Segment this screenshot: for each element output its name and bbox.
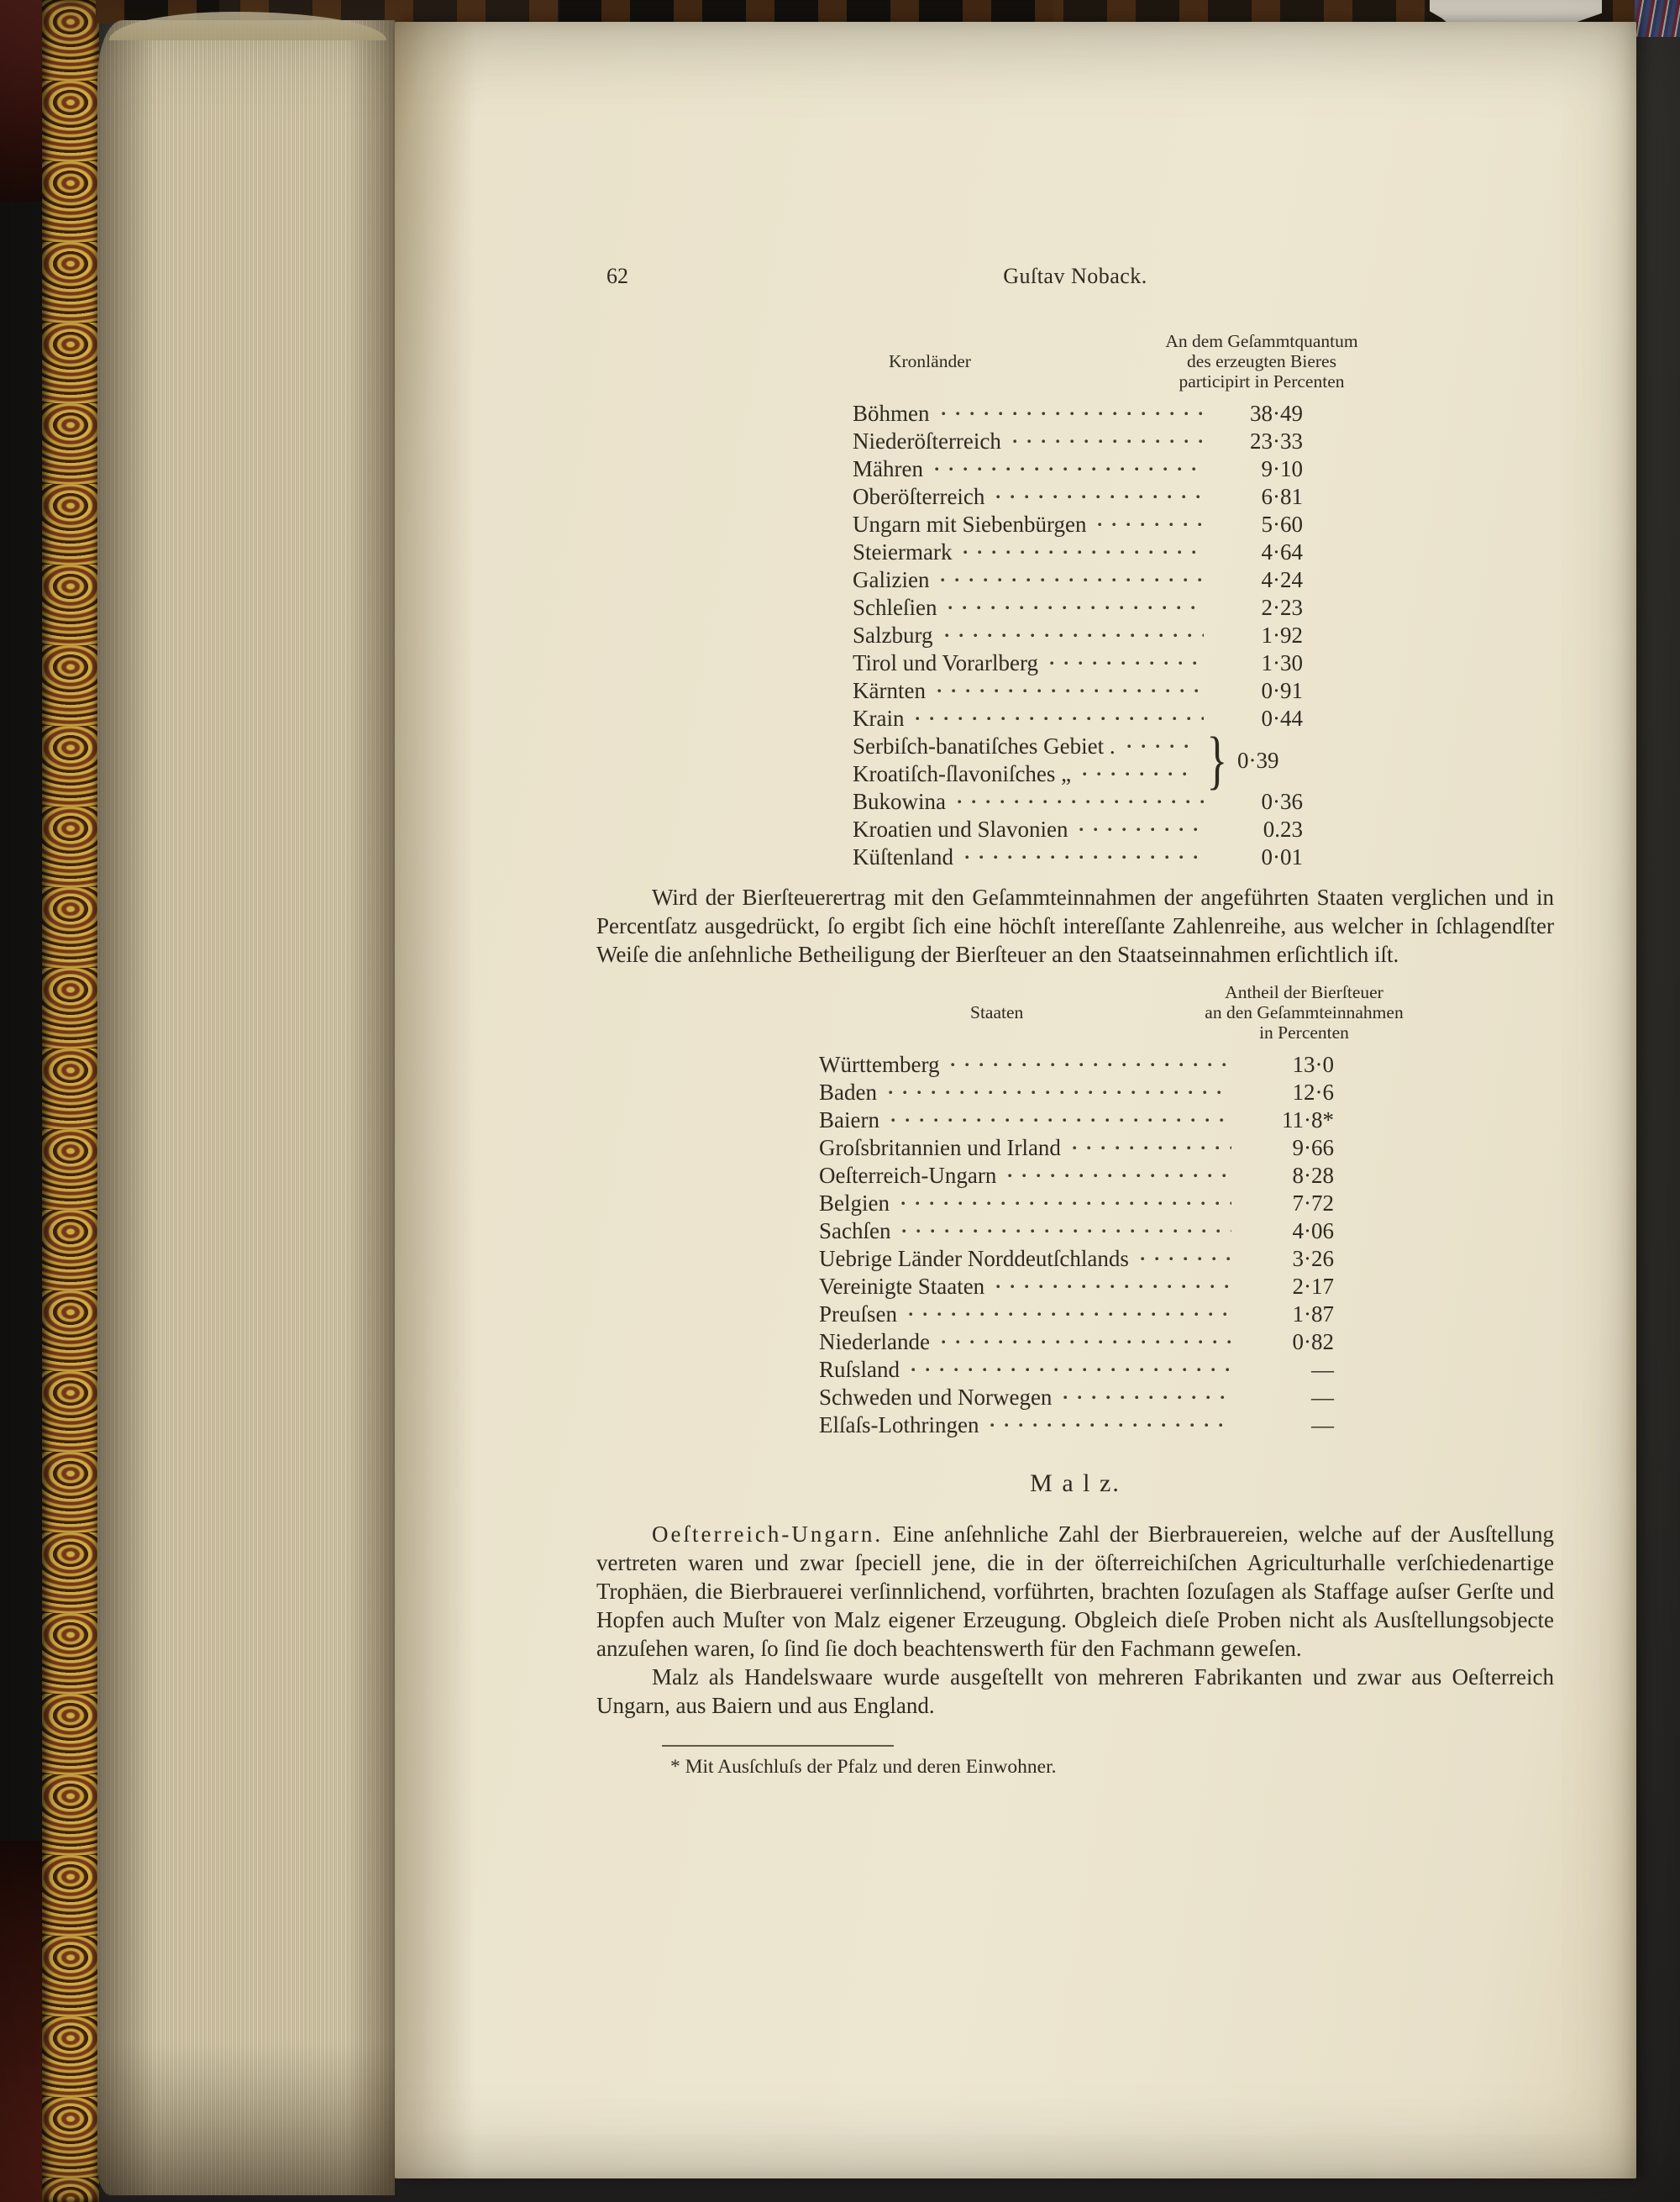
row-label: Bukowina <box>853 789 946 814</box>
row-value: 23·33 <box>1250 428 1303 454</box>
row-label: Württemberg <box>819 1052 940 1077</box>
row-value: 3·26 <box>1292 1246 1334 1271</box>
table-row <box>819 1384 1336 1411</box>
row-label: Mähren <box>853 456 923 481</box>
table-row <box>819 1106 1336 1134</box>
table-row <box>853 428 1306 455</box>
table-row <box>819 1162 1336 1190</box>
table-row <box>819 1134 1336 1162</box>
row-label: Uebrige Länder Norddeutſchlands <box>819 1246 1129 1271</box>
row-value: 2·17 <box>1292 1274 1334 1299</box>
table-row <box>819 1273 1336 1301</box>
table2-header <box>819 982 1404 1043</box>
row-value: 13·0 <box>1292 1052 1334 1077</box>
table-row <box>853 816 1306 843</box>
row-label: Oeſterreich-Ungarn <box>819 1163 997 1188</box>
table1-col2-header-line: An dem Geſammtquantum <box>1165 331 1358 351</box>
table2-col1-header: Staaten <box>970 1002 1024 1022</box>
row-label: Preuſsen <box>819 1301 897 1327</box>
malz-heading: M a l z. <box>1030 1469 1121 1497</box>
row-label: Baden <box>819 1080 877 1105</box>
row-label: Kärnten <box>853 678 926 703</box>
table1-col2-header <box>1123 331 1400 392</box>
row-label: Galizien <box>853 567 930 592</box>
brace-glyph: } <box>1206 723 1228 797</box>
row-value: 38·49 <box>1250 401 1303 426</box>
row-label: Niederlande <box>819 1329 930 1354</box>
paragraph-biersteuer: Wird der Bierſteuerertrag mit den Geſammteinnahmen der angeführten Staaten verglichen und in Percentſatz ausgedrückt, ſo ergibt ſich eine höchſt intereſſante Zahlenreihe, aus welcher in ſchlagendſter Weiſe die anſehnliche Betheiligung der Bierſteuer an den Staatseinnahmen erſichtlich iſt. <box>596 885 1554 967</box>
row-value: 11·8* <box>1282 1107 1334 1133</box>
marbled-cover-edge <box>42 0 99 2202</box>
page-header <box>596 264 1554 292</box>
table2-col2-header-line: an den Geſammteinnahmen <box>1205 1002 1404 1022</box>
row-label: Groſsbritannien und Irland <box>819 1135 1061 1160</box>
table-row <box>853 483 1306 511</box>
paragraph-body: Eine anſehnliche Zahl der Bierbrauereien, welche auf der Ausſtellung vertreten waren und zwar ſpeciell jene, die in der öſterreichiſchen Agriculturhalle verſchiedenartige Trophäen, die Bierbrauerei verſinnlichend, vorführten, brachten ſozuſagen als Staffage auſser Gerſte und Hopfen auch Muſter von Malz eigener Erzeugung. Obgleich dieſe Proben nicht als Ausſtellungsobjecte anzuſehen waren, ſo ſind ſie doch beachtenswerth für den Fachmann geweſen. <box>596 1521 1554 1661</box>
page-edges-stack <box>97 20 395 2195</box>
row-label: Oberöſterreich <box>853 484 985 509</box>
row-value: 0·36 <box>1261 789 1303 814</box>
row-label: Krain <box>853 706 905 731</box>
row-label: Schweden und Norwegen <box>819 1385 1053 1410</box>
row-value: 6·81 <box>1261 484 1303 509</box>
paragraph-malz-2: Malz als Handelswaare wurde ausgeſtellt von mehreren Fabrikanten und zwar aus Oeſterreich Ungarn, aus Baiern und aus England. <box>596 1664 1554 1718</box>
row-value: 9·66 <box>1292 1135 1334 1160</box>
braced-label-line <box>853 760 1202 788</box>
table-row <box>853 455 1306 483</box>
row-value: 4·64 <box>1261 539 1303 565</box>
row-label: Belgien <box>819 1190 890 1216</box>
row-value: 9·10 <box>1261 456 1303 481</box>
table-row-braced-group <box>853 723 1306 797</box>
row-label: Vereinigte Staaten <box>819 1274 985 1299</box>
table-row <box>819 1301 1336 1328</box>
table1-header <box>853 331 1358 392</box>
row-label: Kroatien und Slavonien <box>853 817 1068 842</box>
footnote: * Mit Ausſchluſs der Pfalz und deren Einwohner. <box>670 1756 1057 1778</box>
page-number: 62 <box>606 264 628 288</box>
table1-col2-header-line: participirt in Percenten <box>1179 371 1345 392</box>
row-value: 12·6 <box>1292 1080 1334 1105</box>
row-value: — <box>1311 1412 1334 1437</box>
leather-spine-top <box>0 0 47 202</box>
row-label: Niederöſterreich <box>853 428 1001 454</box>
row-value: — <box>1311 1357 1334 1382</box>
table-row <box>819 1245 1336 1273</box>
row-value: 5·60 <box>1261 512 1303 537</box>
table1-col1-header: Kronländer <box>889 351 971 371</box>
table-row <box>853 594 1306 622</box>
text-block <box>596 264 1554 1779</box>
table2-col2-header-line: Antheil der Bierſteuer <box>1225 982 1383 1002</box>
table-row <box>853 649 1306 677</box>
row-value: 0.23 <box>1263 817 1303 842</box>
table1-col2-header-line: des erzeugten Bieres <box>1187 351 1336 371</box>
table-row <box>853 539 1306 566</box>
table-row <box>819 1190 1336 1217</box>
row-value: — <box>1311 1385 1334 1410</box>
row-label: Steiermark <box>853 539 953 565</box>
footnote-rule <box>662 1745 894 1747</box>
row-label: Ungarn mit Siebenbürgen <box>853 512 1087 537</box>
row-value: 1·87 <box>1292 1301 1334 1327</box>
row-value: 0·82 <box>1292 1329 1334 1354</box>
row-value: 1·92 <box>1261 623 1303 648</box>
row-value: 0·91 <box>1261 678 1303 703</box>
row-value: 4·06 <box>1292 1218 1334 1243</box>
row-value: 4·24 <box>1261 567 1303 592</box>
row-label: Schleſien <box>853 595 937 620</box>
row-label: Baiern <box>819 1107 879 1133</box>
table-row <box>819 1051 1336 1079</box>
table-row <box>853 566 1306 594</box>
table-row <box>819 1217 1336 1245</box>
row-label: Serbiſch-banatiſches Gebiet . <box>853 733 1116 759</box>
table2-col2-header-line: in Percenten <box>1259 1022 1349 1043</box>
running-head: Guſtav Noback. <box>1003 264 1147 288</box>
cloth-corner <box>1635 0 1680 37</box>
paragraph-lead: Oeſterreich-Ungarn. <box>652 1521 884 1547</box>
table-row <box>853 400 1306 428</box>
row-value: 7·72 <box>1292 1190 1334 1216</box>
row-value: 2·23 <box>1261 595 1303 620</box>
table-row <box>819 1079 1336 1106</box>
row-value: 0·01 <box>1261 844 1303 870</box>
row-label: Küſtenland <box>853 844 953 870</box>
staaten-table <box>819 982 1404 1439</box>
row-label: Kroatiſch-ſlavoniſches „ <box>853 761 1072 786</box>
row-label: Ruſsland <box>819 1357 900 1382</box>
row-value: 1·30 <box>1261 650 1303 675</box>
book-page <box>395 22 1636 2178</box>
braced-label-line <box>853 733 1202 760</box>
table2-col2-header <box>1159 982 1449 1043</box>
table-row <box>853 788 1306 816</box>
kronlaender-table <box>853 331 1358 871</box>
row-value: 0·44 <box>1261 706 1303 731</box>
table-row <box>819 1411 1336 1439</box>
table-row <box>853 843 1306 871</box>
table-row <box>853 622 1306 649</box>
table-row <box>853 677 1306 705</box>
row-label: Böhmen <box>853 401 930 426</box>
table-row <box>819 1328 1336 1356</box>
row-value: 8·28 <box>1292 1163 1334 1188</box>
row-label: Tirol und Vorarlberg <box>853 650 1039 675</box>
row-value: 0·39 <box>1237 747 1279 773</box>
table-row <box>853 705 1306 733</box>
table-row <box>853 511 1306 539</box>
row-label: Sachſen <box>819 1218 891 1243</box>
braced-labels <box>853 733 1202 788</box>
row-label: Elſaſs-Lothringen <box>819 1412 979 1437</box>
paragraph-malz-1 <box>596 1520 1554 1663</box>
row-label: Salzburg <box>853 623 933 648</box>
table-row <box>819 1356 1336 1384</box>
